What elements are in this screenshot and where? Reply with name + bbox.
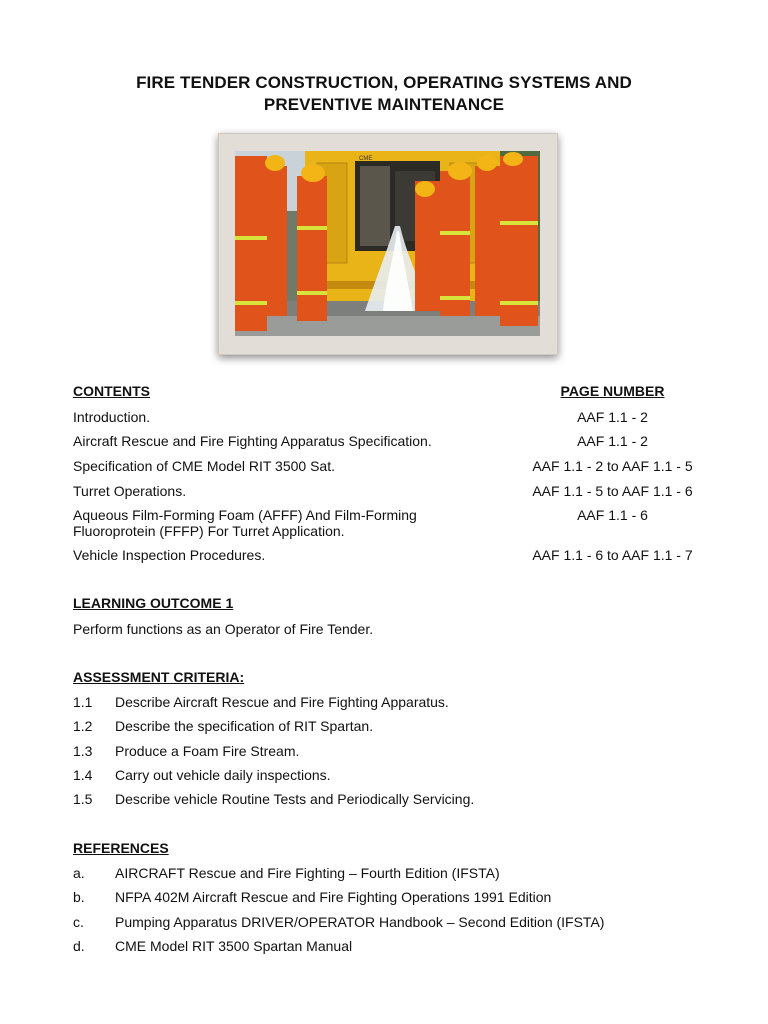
learning-outcome-heading: LEARNING OUTCOME 1 <box>73 595 234 611</box>
assessment-item-number: 1.2 <box>73 718 93 734</box>
firefighters-photo <box>218 133 558 355</box>
title-line-1: FIRE TENDER CONSTRUCTION, OPERATING SYSTEMS AND <box>136 73 632 92</box>
contents-row-text: Introduction. <box>73 409 151 425</box>
assessment-item-text: Carry out vehicle daily inspections. <box>115 767 331 783</box>
contents-row-text: Aircraft Rescue and Fire Fighting Apparatus Specification. <box>73 433 432 449</box>
contents-heading: CONTENTS <box>73 383 150 399</box>
reference-item-text: NFPA 402M Aircraft Rescue and Fire Fighting Operations 1991 Edition <box>115 889 552 905</box>
reference-item-letter: b. <box>73 889 85 905</box>
contents-row-text: Turret Operations. <box>73 483 187 499</box>
contents-row-text: Vehicle Inspection Procedures. <box>73 547 266 563</box>
assessment-item-text: Describe vehicle Routine Tests and Periodically Servicing. <box>115 791 475 807</box>
learning-outcome-text: Perform functions as an Operator of Fire Tender. <box>73 621 374 637</box>
assessment-item-text: Describe Aircraft Rescue and Fire Fighting Apparatus. <box>115 694 449 710</box>
reference-item-text: Pumping Apparatus DRIVER/OPERATOR Handbook – Second Edition (IFSTA) <box>115 914 605 930</box>
assessment-criteria-heading: ASSESSMENT CRITERIA: <box>73 669 245 685</box>
assessment-item-number: 1.1 <box>73 694 93 710</box>
firefighters-photo-image <box>235 151 540 336</box>
truck-logo-text: CME <box>359 156 373 162</box>
contents-row-page: AAF 1.1 - 2 to AAF 1.1 - 5 <box>532 458 693 474</box>
assessment-item-text: Produce a Foam Fire Stream. <box>115 743 300 759</box>
contents-row-text: Aqueous Film-Forming Foam (AFFF) And Film-Forming Fluoroprotein (FFFP) For Turret Application. <box>73 507 417 539</box>
contents-row-page: AAF 1.1 - 2 <box>577 433 648 449</box>
reference-item-text: AIRCRAFT Rescue and Fire Fighting – Fourth Edition (IFSTA) <box>115 865 500 881</box>
document-title <box>60 72 708 116</box>
assessment-item-number: 1.5 <box>73 791 93 807</box>
assessment-item-number: 1.4 <box>73 767 93 783</box>
contents-row-page: AAF 1.1 - 5 to AAF 1.1 - 6 <box>532 483 693 499</box>
page-number-heading: PAGE NUMBER <box>560 383 665 399</box>
assessment-item-number: 1.3 <box>73 743 93 759</box>
reference-item-letter: d. <box>73 938 85 954</box>
reference-item-letter: a. <box>73 865 85 881</box>
references-heading: REFERENCES <box>73 840 169 856</box>
contents-row-page: AAF 1.1 - 6 <box>577 507 648 523</box>
assessment-item-text: Describe the specification of RIT Spartan. <box>115 718 374 734</box>
title-line-2: PREVENTIVE MAINTENANCE <box>263 95 505 114</box>
reference-item-text: CME Model RIT 3500 Spartan Manual <box>115 938 353 954</box>
reference-item-letter: c. <box>73 914 84 930</box>
contents-row-text: Specification of CME Model RIT 3500 Sat. <box>73 458 335 474</box>
contents-row-page: AAF 1.1 - 2 <box>577 409 648 425</box>
contents-row-page: AAF 1.1 - 6 to AAF 1.1 - 7 <box>532 547 693 563</box>
